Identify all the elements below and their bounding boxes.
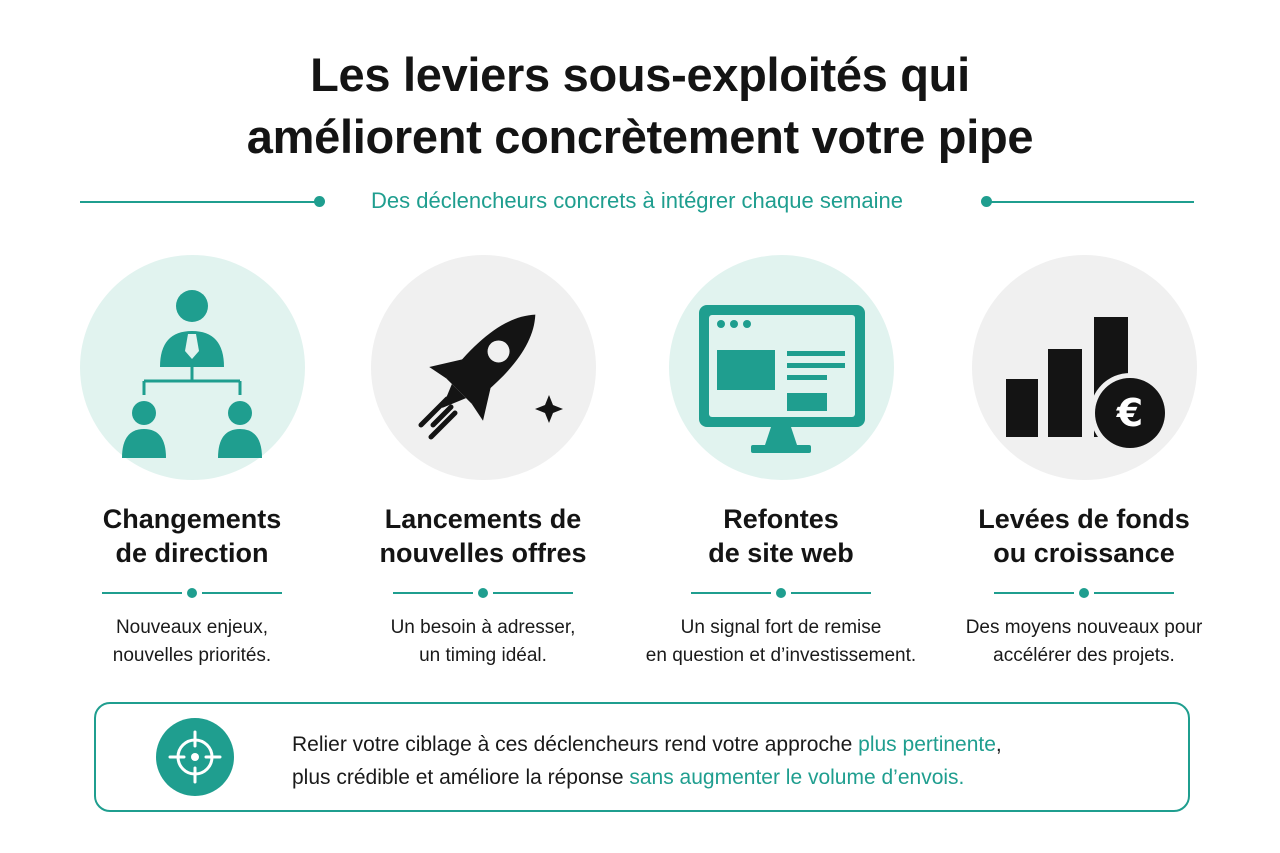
card-levees-fonds [944,255,1224,670]
card-description-line-1: Un signal fort de remise [680,617,882,638]
growth-chart-euro-icon [972,255,1197,480]
svg-text:€: € [1116,391,1143,435]
card-description [343,614,623,670]
card-divider [994,586,1174,600]
card-divider [393,586,573,600]
card-description-line-2: nouvelles priorités. [112,645,272,666]
banner-text-plain: Relier votre ciblage à ces déclencheurs rend votre approche [292,733,859,756]
card-description [52,614,332,670]
page-title-line-1: Les leviers sous-exploités qui [310,48,970,101]
banner-line-1 [292,728,1002,761]
card-description [944,614,1224,670]
page-title [0,44,1280,168]
card-refontes-site [641,255,921,670]
card-divider [102,586,282,600]
summary-banner [94,702,1190,812]
rocket-icon [371,255,596,480]
card-icon-circle [972,255,1197,480]
card-title [641,502,921,570]
org-chart-icon [80,255,305,480]
subtitle-row [80,186,1194,216]
card-description-line-2: un timing idéal. [419,645,547,666]
card-description-line-1: Nouveaux enjeux, [115,617,269,638]
banner-text-accent: plus pertinente [858,733,996,756]
target-badge [156,718,234,796]
banner-text-plain: plus crédible et améliore la réponse [292,766,630,789]
card-title-line-2: nouvelles offres [379,538,587,568]
card-title [944,502,1224,570]
card-description-line-1: Des moyens nouveaux pour [965,617,1203,638]
card-title-line-1: Lancements de [384,504,582,534]
card-title-line-2: de direction [115,538,269,568]
banner-text-plain: , [995,733,1002,756]
card-description-line-2: en question et d’investissement. [645,645,917,666]
card-icon-circle [371,255,596,480]
target-icon [156,718,234,796]
card-icon-circle [80,255,305,480]
banner-text-accent: sans augmenter le volume d’envois. [629,766,965,789]
page-title-line-2: améliorent concrètement votre pipe [246,110,1034,163]
card-title-line-1: Levées de fonds [978,504,1190,534]
card-title-line-2: ou croissance [993,538,1175,568]
card-icon-circle [669,255,894,480]
card-changements-direction [52,255,332,670]
card-title [52,502,332,570]
card-title [343,502,623,570]
card-title-line-1: Refontes [723,504,839,534]
card-title-line-1: Changements [102,504,282,534]
card-lancements-offres [343,255,623,670]
website-monitor-icon [669,255,894,480]
card-description-line-2: accélérer des projets. [993,645,1175,666]
banner-line-2 [292,761,1002,794]
card-title-line-2: de site web [708,538,854,568]
subtitle-line-right [986,201,1194,203]
subtitle: Des déclencheurs concrets à intégrer chaque semaine [371,188,903,213]
card-divider [691,586,871,600]
card-description [641,614,921,670]
card-description-line-1: Un besoin à adresser, [390,617,576,638]
banner-text [292,728,1002,794]
